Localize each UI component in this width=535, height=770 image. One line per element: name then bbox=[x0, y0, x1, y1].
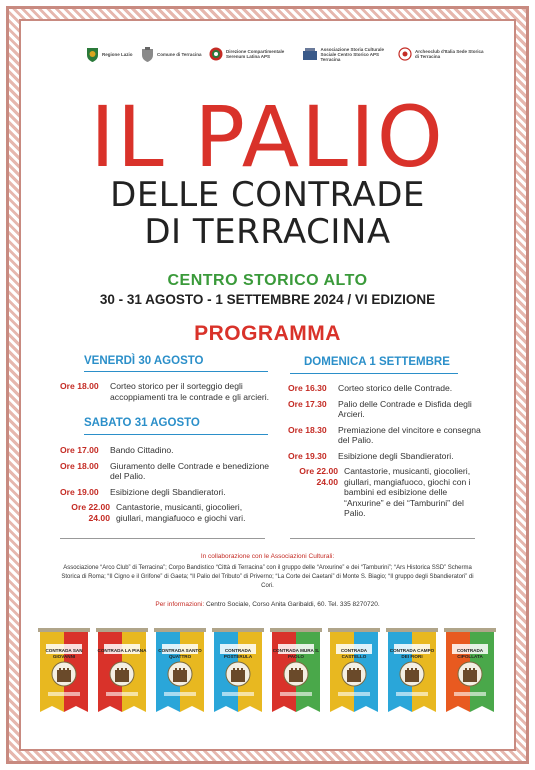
day-title-friday: VENERDÌ 30 AGOSTO bbox=[84, 355, 204, 367]
contrada-banner bbox=[444, 628, 496, 720]
city-crest-icon bbox=[140, 46, 154, 62]
logo-associazione: Associazione Storia Culturale Sociale Centro Storico APS Terracina bbox=[303, 46, 390, 62]
info-text: Centro Sociale, Corso Anita Garibaldi, 60. Tel. 335 8270720. bbox=[205, 601, 380, 608]
list-item: Ore 18.00 Corteo storico per il sorteggio degli accoppiamenti tra le contrade e gli arcieri. bbox=[60, 381, 270, 402]
collaboration-title: In collaborazione con le Associazioni Culturali: bbox=[200, 553, 335, 560]
list-item: Ore 22.00 24.00 Cantastorie, musicanti, giocolieri, giullari, mangiafuoco e giochi vari. bbox=[71, 502, 246, 523]
logo-comune: Comune di Terracina bbox=[140, 46, 201, 62]
banner-label: CONTRADA CAMPO DEI FIORI bbox=[389, 648, 435, 659]
banner-label: CONTRADA SANTO QUATTRO bbox=[158, 648, 202, 659]
banner-label: CONTRADA POSTERULA bbox=[223, 648, 253, 659]
info-label: Per informazioni: bbox=[155, 601, 205, 608]
contrade-banners bbox=[38, 628, 496, 720]
sponsor-logos bbox=[85, 40, 485, 68]
contrada-banner bbox=[270, 628, 322, 720]
program-heading: PROGRAMMA bbox=[194, 322, 341, 345]
events-sunday bbox=[288, 383, 483, 524]
banner-flag-icon bbox=[38, 628, 90, 720]
title-line-2: DI TERRACINA bbox=[144, 212, 391, 252]
contrada-banner bbox=[154, 628, 206, 720]
day-title-sunday: DOMENICA 1 SETTEMBRE bbox=[304, 356, 450, 368]
list-item: Ore 17.00 Bando Cittadino. bbox=[60, 445, 174, 455]
info-line bbox=[0, 601, 535, 608]
day-rule bbox=[290, 373, 458, 374]
day-rule bbox=[84, 371, 268, 372]
logo-regione: Regione Lazio bbox=[85, 46, 133, 62]
list-item: Ore 19.00 Esibizione degli Sbandieratori. bbox=[60, 486, 226, 497]
banner-label: CONTRADA CIPOLLATA bbox=[456, 648, 484, 659]
contrada-banner bbox=[386, 628, 438, 720]
subtitle: CENTRO STORICO ALTO bbox=[167, 272, 368, 289]
collaboration-text: Associazione “Arco Club” di Terracina”; Corpo Bandistico “Città di Terracina” con il gruppo delle “Anxurine” e dei “Tamburini”; “Ars Historica SSD” Scherma Storica di Roma; “Il Cigno e il Grifone” di Gaeta; “Il Palio del Tributo” di Priverno; “La Corte dei Caetani” di Monte S. Biagio; “Il gruppo degli Sbandieratori” di Cori. bbox=[61, 565, 474, 589]
logo-archeoclub: Archeoclub d'Italia Sede Storica di Terracina bbox=[398, 46, 485, 62]
banner-flag-icon bbox=[444, 628, 496, 720]
building-icon bbox=[303, 46, 317, 62]
list-item: Ore 22.00 24.00 Cantastorie, musicanti, giocolieri, giullari, mangiafuoco, giochi con i bambini ed esibizione delle “Anxurine” e dei “Tamburini” del Palio. bbox=[299, 466, 471, 518]
contrada-banner bbox=[212, 628, 264, 720]
banner-label: CONTRADA CASTELLO bbox=[340, 648, 368, 659]
contrada-banner bbox=[38, 628, 90, 720]
contrada-banner bbox=[328, 628, 380, 720]
list-item: Ore 17.30 Palio delle Contrade e Disfida degli Arcieri. bbox=[288, 398, 472, 419]
banner-label: CONTRADA SAN GIOVANNI bbox=[45, 648, 83, 659]
list-item: Ore 18.00 Giuramento delle Contrade e benedizione del Palio. bbox=[60, 460, 270, 481]
banner-flag-icon bbox=[328, 628, 380, 720]
banner-flag-icon bbox=[96, 628, 148, 720]
list-item: Ore 18.30 Premiazione del vincitore e consegna del Palio. bbox=[288, 424, 481, 445]
day-rule bbox=[84, 434, 268, 435]
region-crest-icon bbox=[85, 46, 99, 62]
list-item: Ore 16.30 Corteo storico delle Contrade. bbox=[288, 383, 453, 393]
events-saturday bbox=[60, 445, 270, 528]
rosette-icon bbox=[398, 46, 412, 62]
events-friday bbox=[60, 381, 270, 407]
banner-flag-icon bbox=[154, 628, 206, 720]
banner-flag-icon bbox=[386, 628, 438, 720]
divider bbox=[60, 538, 265, 539]
main-title: IL PALIO bbox=[90, 88, 445, 186]
title-line-1: DELLE CONTRADE bbox=[110, 175, 425, 215]
divider bbox=[290, 538, 475, 539]
event-dates: 30 - 31 AGOSTO - 1 SETTEMBRE 2024 / VI EDIZIONE bbox=[99, 292, 436, 307]
list-item: Ore 19.30 Esibizione degli Sbandieratori. bbox=[288, 450, 454, 461]
banner-flag-icon bbox=[270, 628, 322, 720]
banner-flag-icon bbox=[212, 628, 264, 720]
banner-label: CONTRADA LA PIANA bbox=[97, 648, 147, 653]
banner-label: CONTRADA MURA S. PAOLO bbox=[272, 648, 320, 659]
contrada-banner bbox=[96, 628, 148, 720]
day-title-saturday: SABATO 31 AGOSTO bbox=[84, 417, 200, 429]
logo-direzione: Direzione Compartimentale Serenum Latina APS bbox=[209, 46, 296, 62]
seal-icon bbox=[209, 46, 223, 62]
